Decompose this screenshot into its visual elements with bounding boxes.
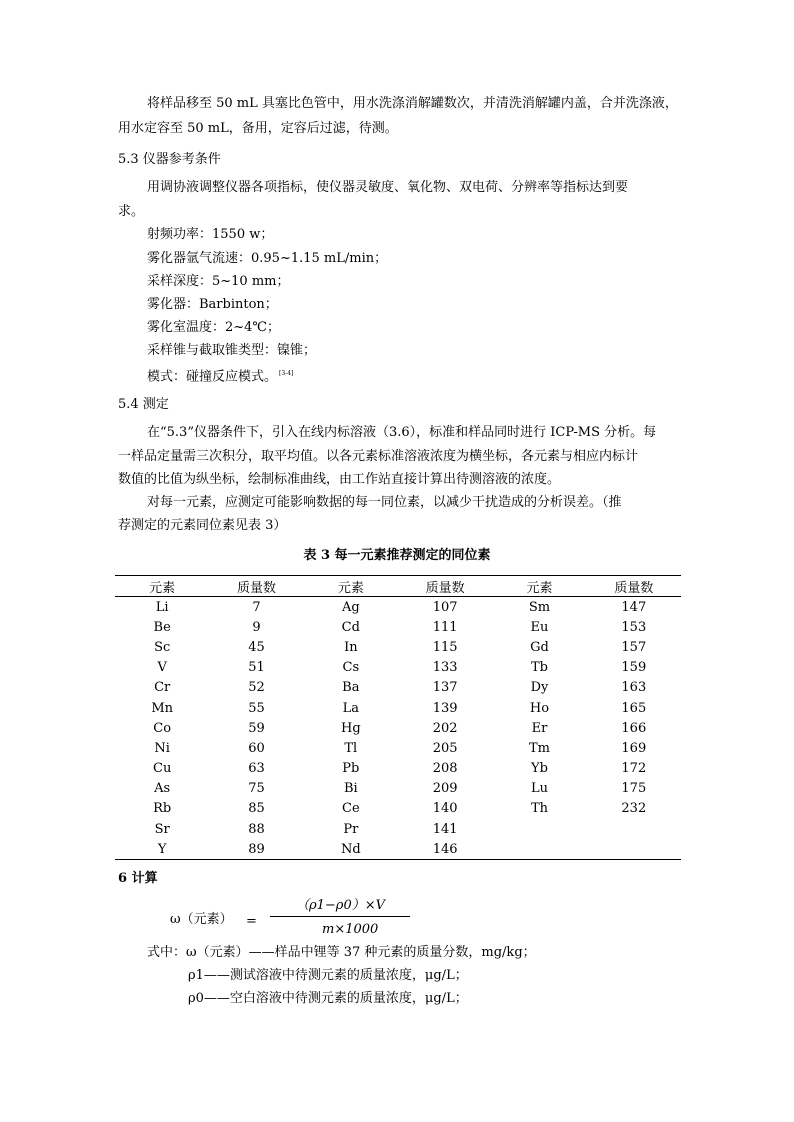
mass-number-cell: 172 — [621, 761, 647, 777]
element-cell: Cu — [153, 761, 172, 777]
mass-number-cell: 9 — [252, 619, 261, 635]
condition-rf-power: 射频功率：1550 w； — [147, 227, 274, 242]
element-cell — [492, 819, 586, 839]
element-cell: Hg — [340, 720, 361, 736]
mass-number-cell: 89 — [248, 841, 265, 857]
mass-number-cell — [587, 839, 681, 860]
mass-number-cell: 107 — [432, 599, 458, 615]
mass-number-cell: 59 — [248, 720, 265, 736]
table-row — [115, 718, 681, 738]
mass-number-cell: 205 — [432, 740, 458, 756]
condition-chamber-temp: 雾化室温度：2~4℃； — [147, 320, 280, 335]
section-5-4-heading: 5.4 测定 — [118, 397, 169, 412]
where-line-3: ρ0——空白溶液中待测元素的质量浓度，μg/L； — [188, 991, 468, 1006]
element-cell: Sm — [528, 599, 551, 615]
condition-sampling-depth: 采样深度：5~10 mm； — [147, 274, 290, 289]
mass-number-cell: 60 — [248, 740, 265, 756]
header-element-2: 元素 — [337, 580, 364, 596]
element-cell: Ce — [342, 801, 360, 817]
table-row — [115, 698, 681, 718]
mass-number-cell: 169 — [621, 740, 647, 756]
mass-number-cell: 139 — [432, 700, 458, 716]
table-row — [115, 779, 681, 799]
mass-number-cell: 111 — [432, 619, 458, 635]
where-line-2: ρ1——测试溶液中待测元素的质量浓度，μg/L； — [188, 968, 468, 983]
section-5-4-p1-line-2: 一样品定量需三次积分，取平均值。以各元素标准溶液浓度为横坐标，各元素与相应内标计 — [118, 449, 639, 464]
mass-number-cell: 209 — [432, 781, 458, 797]
table-row — [115, 597, 681, 618]
formula-denominator: m×1000 — [322, 922, 379, 937]
mass-number-cell: 63 — [248, 761, 265, 777]
element-cell: Li — [155, 599, 169, 615]
condition-cone-type: 采样锥与截取锥类型：镍锥； — [147, 343, 317, 358]
element-cell: V — [157, 660, 167, 676]
element-cell: Rb — [153, 801, 172, 817]
mass-number-cell: 163 — [621, 680, 647, 696]
mass-number-cell: 88 — [248, 821, 265, 837]
formula-numerator: （ρ1−ρ0）×V — [296, 898, 386, 913]
element-cell: Ni — [154, 740, 170, 756]
mass-number-cell: 140 — [432, 801, 458, 817]
element-cell: Mn — [151, 700, 173, 716]
element-cell: Th — [530, 801, 548, 817]
section-5-3-intro-line-1: 用调协液调整仪器各项指标，使仪器灵敏度、氧化物、双电荷、分辨率等指标达到要 — [147, 180, 629, 195]
table-row — [115, 799, 681, 819]
element-cell: Sr — [154, 821, 170, 837]
mass-number-cell: 52 — [248, 680, 265, 696]
element-cell: Tm — [528, 740, 550, 756]
section-5-4-p1-line-3: 数值的比值为纵坐标，绘制标准曲线，由工作站直接计算出待测溶液的浓度。 — [118, 472, 561, 487]
condition-mode — [147, 365, 293, 386]
element-cell: Sc — [154, 639, 171, 655]
element-cell: Ag — [341, 599, 360, 615]
element-cell: Dy — [530, 680, 549, 696]
element-cell: Ho — [529, 700, 550, 716]
mass-number-cell: 7 — [252, 599, 261, 615]
mass-number-cell: 75 — [248, 781, 265, 797]
table-row — [115, 658, 681, 678]
element-cell: Tl — [344, 740, 358, 756]
table-row — [115, 759, 681, 779]
header-element-1: 元素 — [149, 580, 176, 596]
element-cell: Nd — [340, 841, 361, 857]
header-mass-3: 质量数 — [614, 580, 654, 596]
mass-number-cell: 137 — [432, 680, 458, 696]
footnote-reference: [3-4] — [279, 370, 294, 377]
section-5-3-intro-line-2: 求。 — [118, 204, 145, 219]
condition-nebulizer: 雾化器：Barbinton； — [147, 297, 278, 312]
mass-number-cell: 232 — [621, 801, 647, 817]
element-cell: Tb — [530, 660, 548, 676]
element-cell: Pb — [342, 761, 360, 777]
table-row — [115, 839, 681, 860]
mass-number-cell: 165 — [621, 700, 647, 716]
mass-number-cell: 202 — [432, 720, 458, 736]
element-cell: Cs — [342, 660, 360, 676]
header-mass-2: 质量数 — [425, 580, 465, 596]
mass-number-cell: 175 — [621, 781, 647, 797]
element-cell: Be — [153, 619, 171, 635]
table-3-caption: 表 3 每一元素推荐测定的同位素 — [303, 548, 491, 563]
formula-equals: = — [246, 914, 257, 929]
element-cell: Cr — [154, 680, 171, 696]
fraction-bar — [270, 916, 410, 917]
element-cell: Lu — [530, 781, 548, 797]
element-cell: Pr — [343, 821, 359, 837]
where-line-1: 式中：ω（元素）——样品中锂等 37 种元素的质量分数，mg/kg； — [147, 945, 536, 960]
mass-number-cell: 157 — [621, 639, 647, 655]
element-cell: Cd — [341, 619, 360, 635]
table-row — [115, 678, 681, 698]
section-5-4-p2-line-2: 荐测定的元素同位素见表 3） — [118, 518, 287, 533]
condition-mode-text: 模式：碰撞反应模式。 — [147, 369, 278, 385]
element-cell: Ba — [342, 680, 360, 696]
header-element-3: 元素 — [526, 580, 553, 596]
mass-number-cell: 153 — [621, 619, 647, 635]
mass-number-cell: 147 — [621, 599, 647, 615]
element-cell: La — [342, 700, 360, 716]
element-cell: Yb — [531, 761, 548, 777]
mass-number-cell: 51 — [248, 660, 265, 676]
element-cell: Y — [157, 841, 167, 857]
element-cell: Bi — [343, 781, 358, 797]
section-5-4-p2-line-1: 对每一元素，应测定可能影响数据的每一同位素，以减少干扰造成的分析误差。（推 — [147, 495, 622, 510]
isotope-table — [115, 575, 681, 860]
mass-number-cell: 146 — [432, 841, 458, 857]
element-cell — [492, 839, 586, 860]
table-row — [115, 738, 681, 758]
element-cell: Er — [531, 720, 548, 736]
header-mass-1: 质量数 — [236, 580, 276, 596]
table-row — [115, 819, 681, 839]
mass-number-cell: 166 — [621, 720, 647, 736]
mass-number-cell: 208 — [432, 761, 458, 777]
formula-lhs: ω（元素） — [170, 912, 233, 927]
table-row — [115, 637, 681, 657]
condition-argon-flow: 雾化器氩气流速：0.95~1.15 mL/min； — [147, 251, 388, 266]
table-row — [115, 617, 681, 637]
table-body — [115, 597, 681, 860]
element-cell: In — [344, 639, 358, 655]
element-cell: Eu — [530, 619, 549, 635]
mass-number-cell — [587, 819, 681, 839]
intro-paragraph-line-2: 用水定容至 50 mL，备用，定容后过滤，待测。 — [118, 121, 398, 136]
mass-number-cell: 133 — [432, 660, 458, 676]
table-header-row — [115, 576, 681, 597]
section-6-heading: 6 计算 — [118, 871, 158, 886]
mass-number-cell: 159 — [621, 660, 647, 676]
mass-number-cell: 115 — [432, 639, 458, 655]
mass-number-cell: 55 — [248, 700, 265, 716]
element-cell: As — [154, 781, 171, 797]
section-5-3-heading: 5.3 仪器参考条件 — [118, 152, 221, 167]
mass-number-cell: 141 — [432, 821, 458, 837]
intro-paragraph-line-1: 将样品移至 50 mL 具塞比色管中，用水洗涤消解罐数次，并清洗消解罐内盖，合并洗涤液， — [147, 96, 678, 111]
element-cell: Gd — [530, 639, 549, 655]
mass-number-cell: 85 — [248, 801, 265, 817]
section-5-4-p1-line-1: 在“5.3”仪器条件下，引入在线内标溶液（3.6），标准和样品同时进行 ICP-MS 分析。每 — [147, 425, 657, 440]
mass-number-cell: 45 — [248, 639, 265, 655]
element-cell: Co — [153, 720, 172, 736]
